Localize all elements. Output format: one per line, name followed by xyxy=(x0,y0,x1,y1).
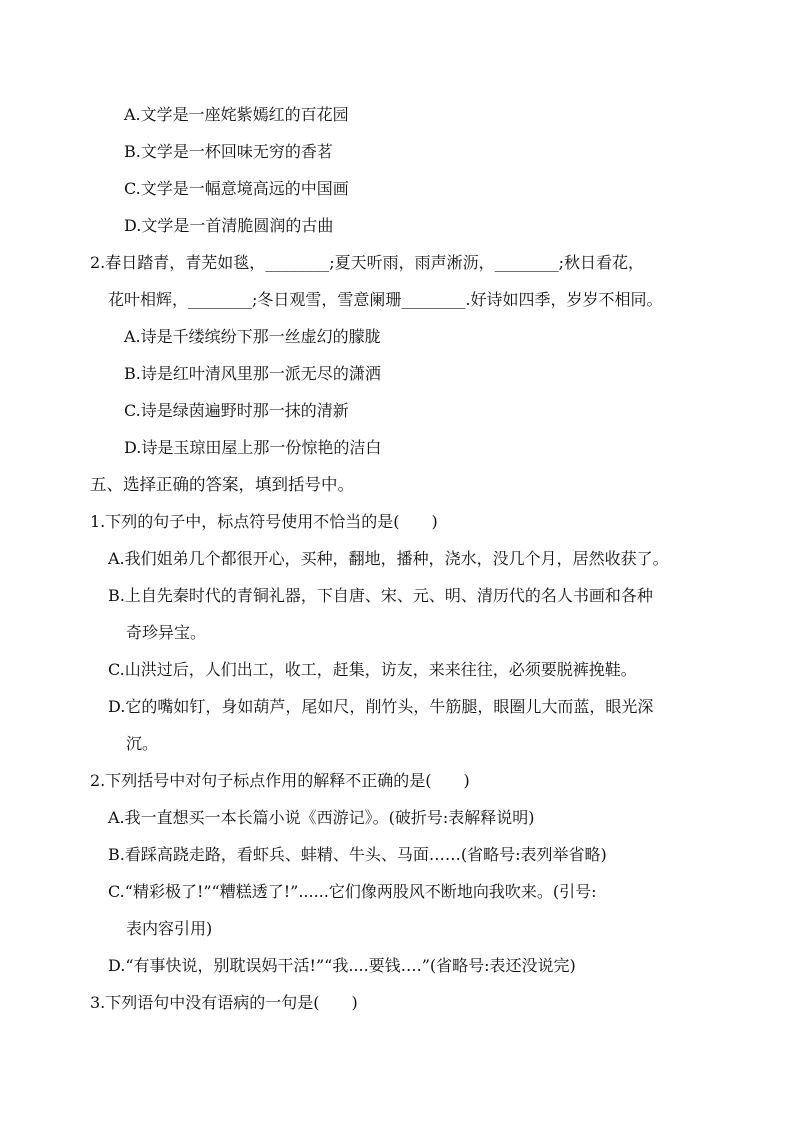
s5-q2-option-a: A.我一直想买一本长篇小说《西游记》。(破折号:表解释说明) xyxy=(108,808,535,827)
s5-q2-option-c-line-2: 表内容引用) xyxy=(126,919,213,938)
q2-option-b: B.诗是红叶清风里那一派无尽的潇洒 xyxy=(124,364,381,383)
q1-option-c: C.文学是一幅意境高远的中国画 xyxy=(124,179,349,198)
q2-option-d: D.诗是玉琼田屋上那一份惊艳的洁白 xyxy=(124,438,382,457)
s5-q1-option-b-line-2: 奇珍异宝。 xyxy=(126,623,207,642)
q1-option-b: B.文学是一杯回味无穷的香茗 xyxy=(124,142,333,161)
s5-q2-option-c-line-1: C.“精彩极了!”“糟糕透了!”......它们像两股风不断地向我吹来。(引号: xyxy=(108,882,597,901)
s5-q1-option-d-line-1: D.它的嘴如钉，身如葫芦，尾如尺，削竹头，牛筋腿，眼圈儿大而蓝，眼光深 xyxy=(108,697,654,716)
q2-option-c: C.诗是绿茵遍野时那一抹的清新 xyxy=(124,401,349,420)
s5-q1-option-b-line-1: B.上自先秦时代的青铜礼器，下自唐、宋、元、明、清历代的名人书画和各种 xyxy=(108,586,653,605)
q1-option-a: A.文学是一座姹紫嫣红的百花园 xyxy=(124,105,349,124)
s5-q1-stem: 1.下列的句子中，标点符号使用不恰当的是( ) xyxy=(90,512,438,531)
s5-q1-option-a: A.我们姐弟几个都很开心，买种，翻地，播种，浇水，没几个月，居然收获了。 xyxy=(108,549,669,568)
q2-stem-line-2: 花叶相辉，________;冬日观雪，雪意阑珊________.好诗如四季，岁岁不相同。 xyxy=(108,290,663,309)
s5-q3-stem: 3.下列语句中没有语病的一句是( ) xyxy=(90,993,358,1012)
s5-q1-option-d-line-2: 沉。 xyxy=(126,734,159,753)
q1-option-d: D.文学是一首清脆圆润的古曲 xyxy=(124,216,334,235)
s5-q2-option-d: D.“有事快说，别耽误妈干活!”“我....要钱….”(省略号:表还没说完) xyxy=(108,956,576,975)
s5-q1-option-c: C.山洪过后，人们出工，收工，赶集，访友，来来往往，必须要脱裤挽鞋。 xyxy=(108,660,637,679)
s5-q2-stem: 2.下列括号中对句子标点作用的解释不正确的是( ) xyxy=(90,771,470,790)
q2-option-a: A.诗是千缕缤纷下那一丝虚幻的朦胧 xyxy=(124,327,381,346)
s5-q2-option-b: B.看踩高跷走路，看虾兵、蚌精、牛头、马面……(省略号:表列举省略) xyxy=(108,845,607,864)
section-five-heading: 五、选择正确的答案，填到括号中。 xyxy=(90,475,354,494)
q2-stem-line-1: 2.春日踏青，青芜如毯，________;夏天听雨，雨声淅沥，________;秋日看花， xyxy=(90,253,645,272)
